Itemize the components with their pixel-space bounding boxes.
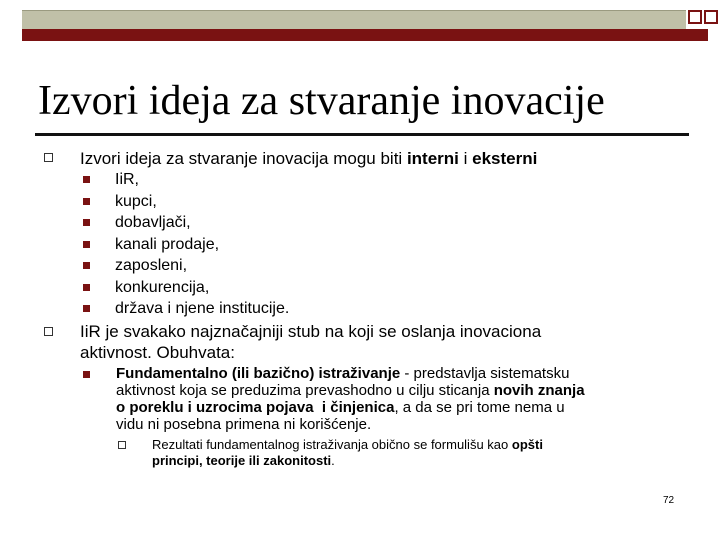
corner-square-decoration [688, 10, 702, 24]
subsub-line-2 [152, 454, 335, 467]
sub-paragraph-bold: Fundamentalno (ili bazično) istraživanje [116, 365, 401, 382]
page-number: 72 [663, 495, 675, 506]
subsub-text: Rezultati fundamentalnog istraživanja obično se formulišu kao [152, 437, 512, 452]
title-divider [35, 133, 689, 136]
bullet-1-bold-interni: interni [406, 149, 459, 168]
filled-bullet-icon [83, 176, 90, 183]
filled-bullet-icon [83, 198, 90, 205]
header-band [22, 10, 686, 29]
sub-paragraph-line-4: vidu ni posebna primena ni korišćenje. [116, 416, 372, 433]
square-bullet-icon [44, 153, 53, 162]
list-item: država i njene institucije. [115, 300, 290, 317]
square-bullet-icon [44, 327, 53, 336]
subsub-line-1 [152, 438, 543, 451]
bullet-1-text [80, 150, 537, 167]
filled-bullet-icon [83, 262, 90, 269]
bullet-1-text-part: Izvori ideja za stvaranje inovacija mogu biti [80, 149, 407, 168]
subsub-bold: opšti [511, 437, 543, 452]
filled-bullet-icon [83, 305, 90, 312]
subsub-bold: principi, teorije ili zakonitosti [152, 453, 332, 468]
sub-paragraph-line-1 [116, 366, 569, 381]
list-item: zaposleni, [115, 257, 188, 274]
bullet-2-line-1: IiR je svakako najznačajniji stub na koji se oslanja inovaciona [80, 322, 542, 341]
header-accent-band [22, 29, 708, 41]
sub-paragraph-text: aktivnost koja se preduzima prevashodno u cilju sticanja [116, 382, 494, 399]
corner-square-decoration [704, 10, 718, 24]
filled-bullet-icon [83, 371, 90, 378]
filled-bullet-icon [83, 284, 90, 291]
list-item: IiR, [115, 171, 139, 188]
slide-title: Izvori ideja za stvaranje inovacije [38, 78, 605, 124]
square-bullet-icon [118, 441, 126, 449]
sub-paragraph-text [314, 399, 322, 416]
list-item: dobavljači, [115, 214, 191, 231]
list-item: kanali prodaje, [115, 236, 220, 253]
subsub-text: . [331, 453, 335, 468]
sub-paragraph-line-3 [116, 400, 565, 415]
bullet-1-text-part: i [458, 149, 473, 168]
sub-paragraph-bold: i činjenica [321, 399, 395, 416]
bullet-1-bold-eksterni: eksterni [472, 149, 538, 168]
sub-paragraph-text: , a da se pri tome nema u [394, 399, 565, 416]
sub-paragraph-line-2 [116, 383, 585, 398]
list-item: kupci, [115, 193, 157, 210]
filled-bullet-icon [83, 241, 90, 248]
sub-paragraph-bold: o poreklu i uzrocima pojava [116, 399, 314, 416]
sub-paragraph-bold: novih znanja [493, 382, 585, 399]
bullet-2-line-2: aktivnost. Obuhvata: [80, 343, 235, 362]
list-item: konkurencija, [115, 279, 210, 296]
filled-bullet-icon [83, 219, 90, 226]
sub-paragraph-text: - predstavlja sistematsku [400, 365, 570, 382]
